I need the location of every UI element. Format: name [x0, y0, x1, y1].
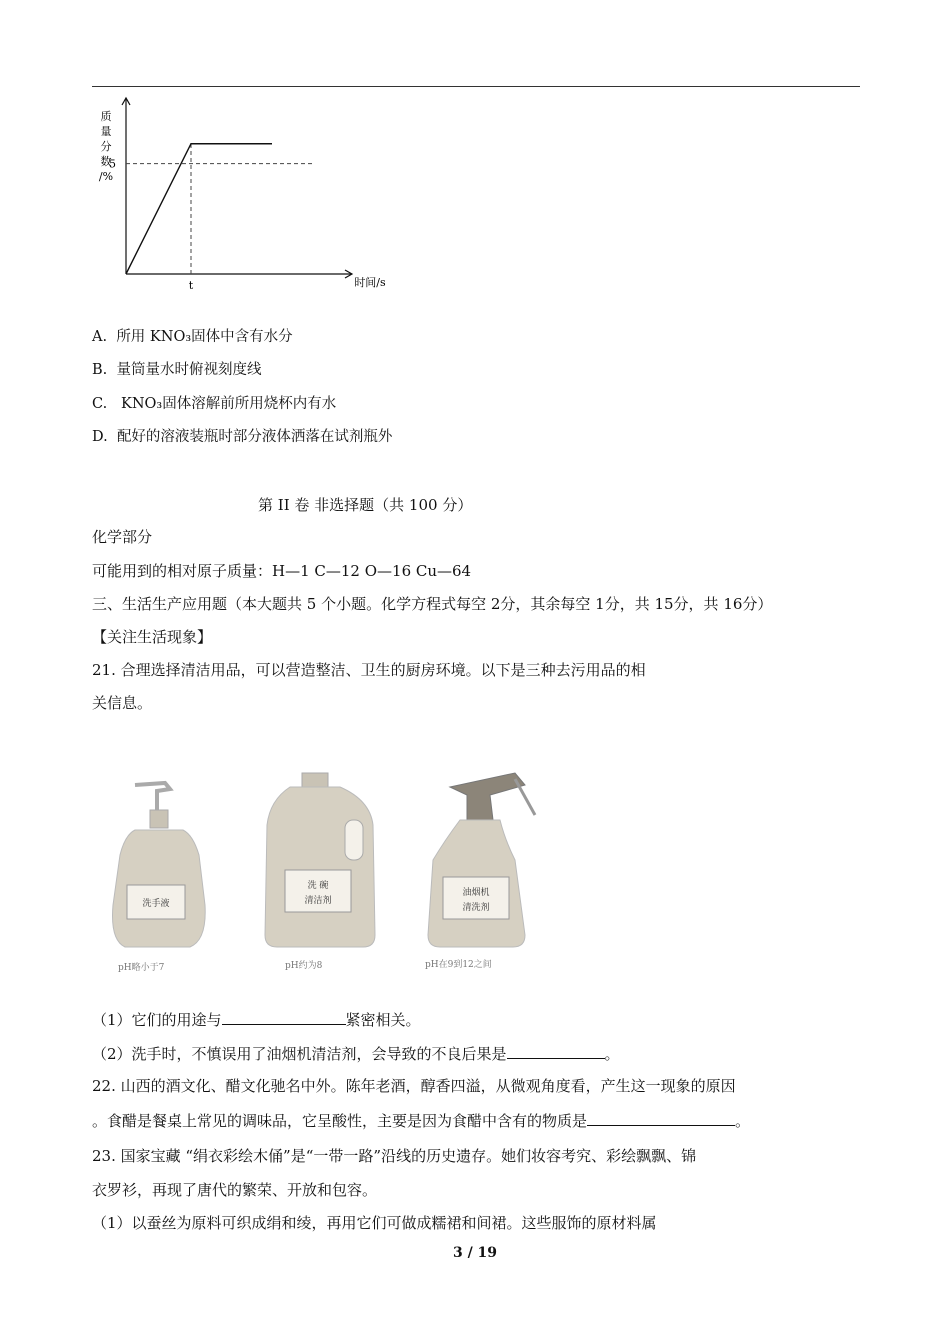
- bottle-label-line1: 洗 碗: [307, 881, 329, 891]
- option-letter: C.: [92, 396, 108, 412]
- q23-line2: 衣罗衫，再现了唐代的繁荣、开放和包容。: [92, 1181, 378, 1199]
- y-axis-label-unit: /%: [98, 170, 114, 183]
- question-text: （2）洗手时，不慎误用了油烟机清洁剂，会导致的不良后果是: [92, 1045, 507, 1063]
- option-c: [92, 394, 336, 414]
- option-text: 配好的溶液装瓶时部分液体洒落在试剂瓶外: [116, 429, 393, 445]
- y-axis-label-char: 质: [100, 110, 112, 123]
- q21-sub2: [92, 1043, 620, 1064]
- option-letter: A.: [92, 329, 108, 345]
- y-axis-label-char: 数: [100, 155, 112, 168]
- y-axis-label-char: 量: [100, 125, 112, 138]
- question-text: 。: [735, 1112, 751, 1130]
- bottle-label-line1: 油烟机: [462, 888, 490, 898]
- range-hood-cleaner-bottle-icon: [428, 773, 535, 947]
- page-number: 3 / 19: [452, 1245, 498, 1261]
- x-axis-label: 时间/s: [354, 276, 386, 289]
- atomic-masses: 可能用到的相对原子质量：H—1 C—12 O—16 Cu—64: [92, 562, 472, 580]
- q23-line1: 23. 国家宝藏 “绢衣彩绘木俑”是“一带一路”沿线的历史遗存。她们妆容考究、彩绘飘飘、锦: [92, 1147, 697, 1165]
- subject-heading: 化学部分: [92, 528, 153, 546]
- topic-heading: 【关注生活现象】: [92, 628, 213, 646]
- question-text: 。食醋是餐桌上常见的调味品，它呈酸性，主要是因为食醋中含有的物质是: [92, 1112, 588, 1130]
- bottle-label-line2: 清洗剂: [462, 903, 490, 913]
- option-text: 所用 KNO₃固体中含有水分: [116, 329, 293, 345]
- x-tick-label: t: [188, 279, 194, 292]
- option-letter: B.: [92, 362, 108, 378]
- option-b: [92, 360, 261, 380]
- part-three-heading: 三、生活生产应用题（本大题共 5 个小题。化学方程式每空 2分，其余每空 1分，共 15分，共 16分）: [92, 595, 773, 613]
- header-rule: [92, 86, 860, 87]
- bottle-label: 洗手液: [142, 899, 170, 909]
- question-text: 紧密相关。: [345, 1011, 421, 1029]
- y-axis-label-char: 分: [100, 140, 112, 153]
- q21-line2: 关信息。: [92, 694, 153, 712]
- option-letter: D.: [92, 429, 108, 445]
- question-text: 。: [604, 1045, 620, 1063]
- cleaning-products-image: [95, 765, 555, 955]
- answer-blank[interactable]: [507, 1043, 605, 1059]
- q21-line1: 21. 合理选择清洁用品，可以营造整洁、卫生的厨房环境。以下是三种去污用品的相: [92, 661, 646, 679]
- q22-line1: 22. 山西的酒文化、醋文化驰名中外。陈年老酒，醇香四溢，从微观角度看，产生这一现象的原因: [92, 1077, 736, 1095]
- dish-detergent-bottle-icon: [265, 773, 375, 947]
- option-d: [92, 427, 392, 447]
- q22-line2: [92, 1110, 750, 1131]
- hand-soap-bottle-icon: [113, 783, 206, 947]
- bottle-label-line2: 清洁剂: [304, 896, 332, 906]
- q23-line3: （1）以蚕丝为原料可织成绢和绫，再用它们可做成糯裙和间裙。这些服饰的原材料属: [92, 1214, 657, 1232]
- mass-fraction-chart: [90, 92, 390, 302]
- option-a: [92, 327, 293, 347]
- bottle-caption: pH略小于7: [118, 963, 165, 973]
- option-text: KNO₃固体溶解前所用烧杯内有水: [121, 396, 337, 412]
- section-title: 第 II 卷 非选择题（共 100 分）: [258, 496, 473, 514]
- question-text: （1）它们的用途与: [92, 1011, 222, 1029]
- bottle-caption: pH在9到12之间: [425, 960, 492, 970]
- y-tick-label: 5: [109, 157, 116, 171]
- option-text: 量筒量水时俯视刻度线: [116, 362, 262, 378]
- bottle-caption: pH约为8: [285, 961, 323, 971]
- answer-blank[interactable]: [222, 1009, 346, 1025]
- q21-sub1: [92, 1009, 421, 1030]
- answer-blank[interactable]: [587, 1110, 735, 1126]
